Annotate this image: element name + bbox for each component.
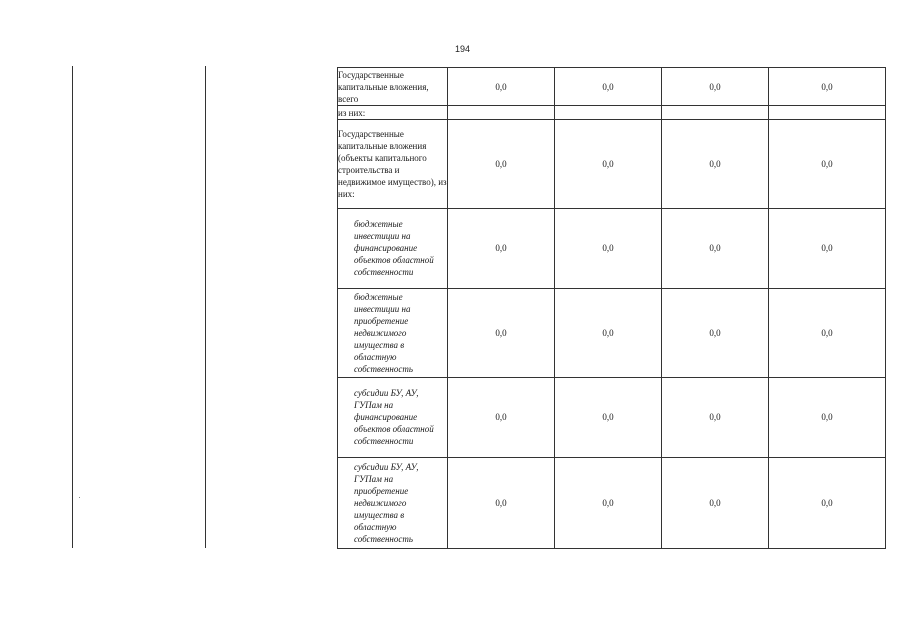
middle-column-border — [205, 66, 206, 548]
row-label: субсидии БУ, АУ, ГУПам на приобретение недвижимого имущества в областную собственность — [338, 457, 448, 548]
row-label: бюджетные инвестиции на финансирование объектов областной собственности — [338, 208, 448, 288]
value-cell — [769, 106, 886, 120]
left-column-border — [72, 66, 73, 548]
table-row — [338, 378, 886, 457]
value-cell: 0,0 — [662, 457, 769, 548]
table-row — [338, 106, 886, 120]
row-label: субсидии БУ, АУ, ГУПам на финансирование объектов областной собственности — [338, 378, 448, 457]
table-row — [338, 68, 886, 106]
value-cell: 0,0 — [555, 208, 662, 288]
value-cell — [555, 106, 662, 120]
value-cell — [662, 106, 769, 120]
value-cell: 0,0 — [448, 120, 555, 208]
value-cell: 0,0 — [769, 457, 886, 548]
page-number: 194 — [455, 44, 471, 54]
table-row — [338, 288, 886, 377]
value-cell: 0,0 — [662, 120, 769, 208]
value-cell: 0,0 — [555, 68, 662, 106]
row-label: Государственные капитальные вложения, всего — [338, 68, 448, 106]
value-cell: 0,0 — [555, 120, 662, 208]
value-cell: 0,0 — [555, 288, 662, 377]
capital-investment-table — [337, 67, 886, 549]
scan-speck — [79, 497, 80, 498]
table-row — [338, 457, 886, 548]
row-label: бюджетные инвестиции на приобретение недвижимого имущества в областную собственность — [338, 288, 448, 377]
value-cell: 0,0 — [448, 378, 555, 457]
value-cell: 0,0 — [448, 288, 555, 377]
value-cell: 0,0 — [662, 68, 769, 106]
value-cell: 0,0 — [448, 68, 555, 106]
value-cell: 0,0 — [662, 208, 769, 288]
value-cell: 0,0 — [769, 68, 886, 106]
value-cell: 0,0 — [555, 457, 662, 548]
table-row — [338, 120, 886, 208]
value-cell: 0,0 — [448, 457, 555, 548]
value-cell: 0,0 — [662, 378, 769, 457]
row-label: из них: — [338, 106, 448, 120]
value-cell — [448, 106, 555, 120]
value-cell: 0,0 — [662, 288, 769, 377]
value-cell: 0,0 — [769, 378, 886, 457]
table-row — [338, 208, 886, 288]
value-cell: 0,0 — [769, 208, 886, 288]
row-label: Государственные капитальные вложения (объекты капитального строительства и недвижимое имущество), из них: — [338, 120, 448, 208]
value-cell: 0,0 — [448, 208, 555, 288]
value-cell: 0,0 — [769, 120, 886, 208]
value-cell: 0,0 — [769, 288, 886, 377]
value-cell: 0,0 — [555, 378, 662, 457]
